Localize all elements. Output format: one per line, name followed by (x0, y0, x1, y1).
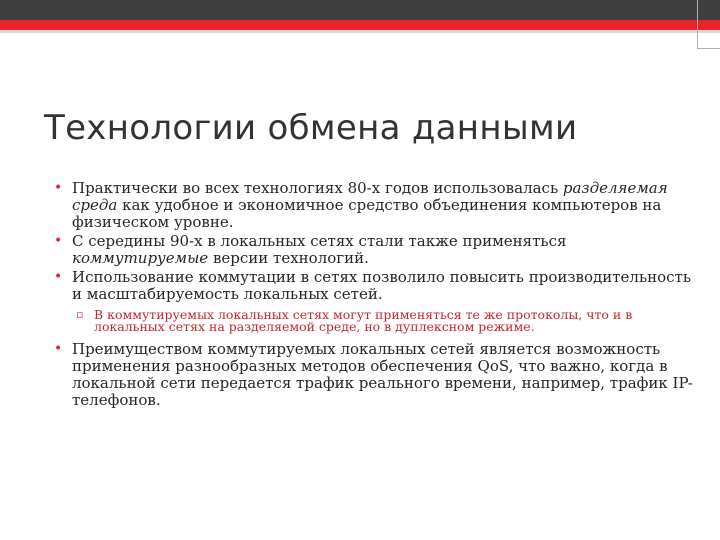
bullet-text: Практически во всех технологиях 80-х годов использовалась (72, 179, 563, 197)
bullet-square-icon: ▫ (76, 308, 84, 321)
corner-rule-horizontal (697, 48, 720, 49)
accent-bar (0, 20, 720, 30)
bullet-text: Преимуществом коммутируемых локальных сетей является возможность применения разнообразных методов обеспечения QoS, что важно, когда в локальной сети передается трафик реального времени, например, трафик IP-телефонов. (72, 340, 693, 409)
bullet-text: версии технологий. (208, 249, 369, 267)
corner-rule-vertical (697, 0, 698, 48)
bullet-text: Использование коммутации в сетях позволило повысить производительность и масштабируемость локальных сетей. (72, 268, 692, 303)
bullet-dot-icon: • (54, 341, 63, 357)
sub-bullet-item (54, 309, 694, 333)
divider-line (0, 30, 720, 33)
bullet-item (54, 269, 694, 303)
bullet-item (54, 180, 694, 231)
sub-bullet-text: В коммутируемых локальных сетях могут применяться те же протоколы, что и в локальных сетях на разделяемой среде, но в дуплексном режиме. (94, 307, 633, 334)
bullet-emphasis: разделяемая среда (72, 179, 668, 214)
bullet-emphasis: коммутируемые (72, 249, 209, 267)
slide-title: Технологии обмена данными (44, 108, 578, 148)
bullet-dot-icon: • (54, 269, 63, 285)
bullet-text: как удобное и экономичное средство объединения компьютеров на физическом уровне. (72, 196, 662, 231)
bullet-dot-icon: • (54, 180, 63, 196)
bullet-item (54, 233, 694, 267)
slide-content (54, 180, 694, 409)
bullet-text: С середины 90-х в локальных сетях стали также применяться (72, 232, 567, 250)
header-bar (0, 0, 720, 20)
bullet-item (54, 341, 694, 409)
bullet-dot-icon: • (54, 233, 63, 249)
